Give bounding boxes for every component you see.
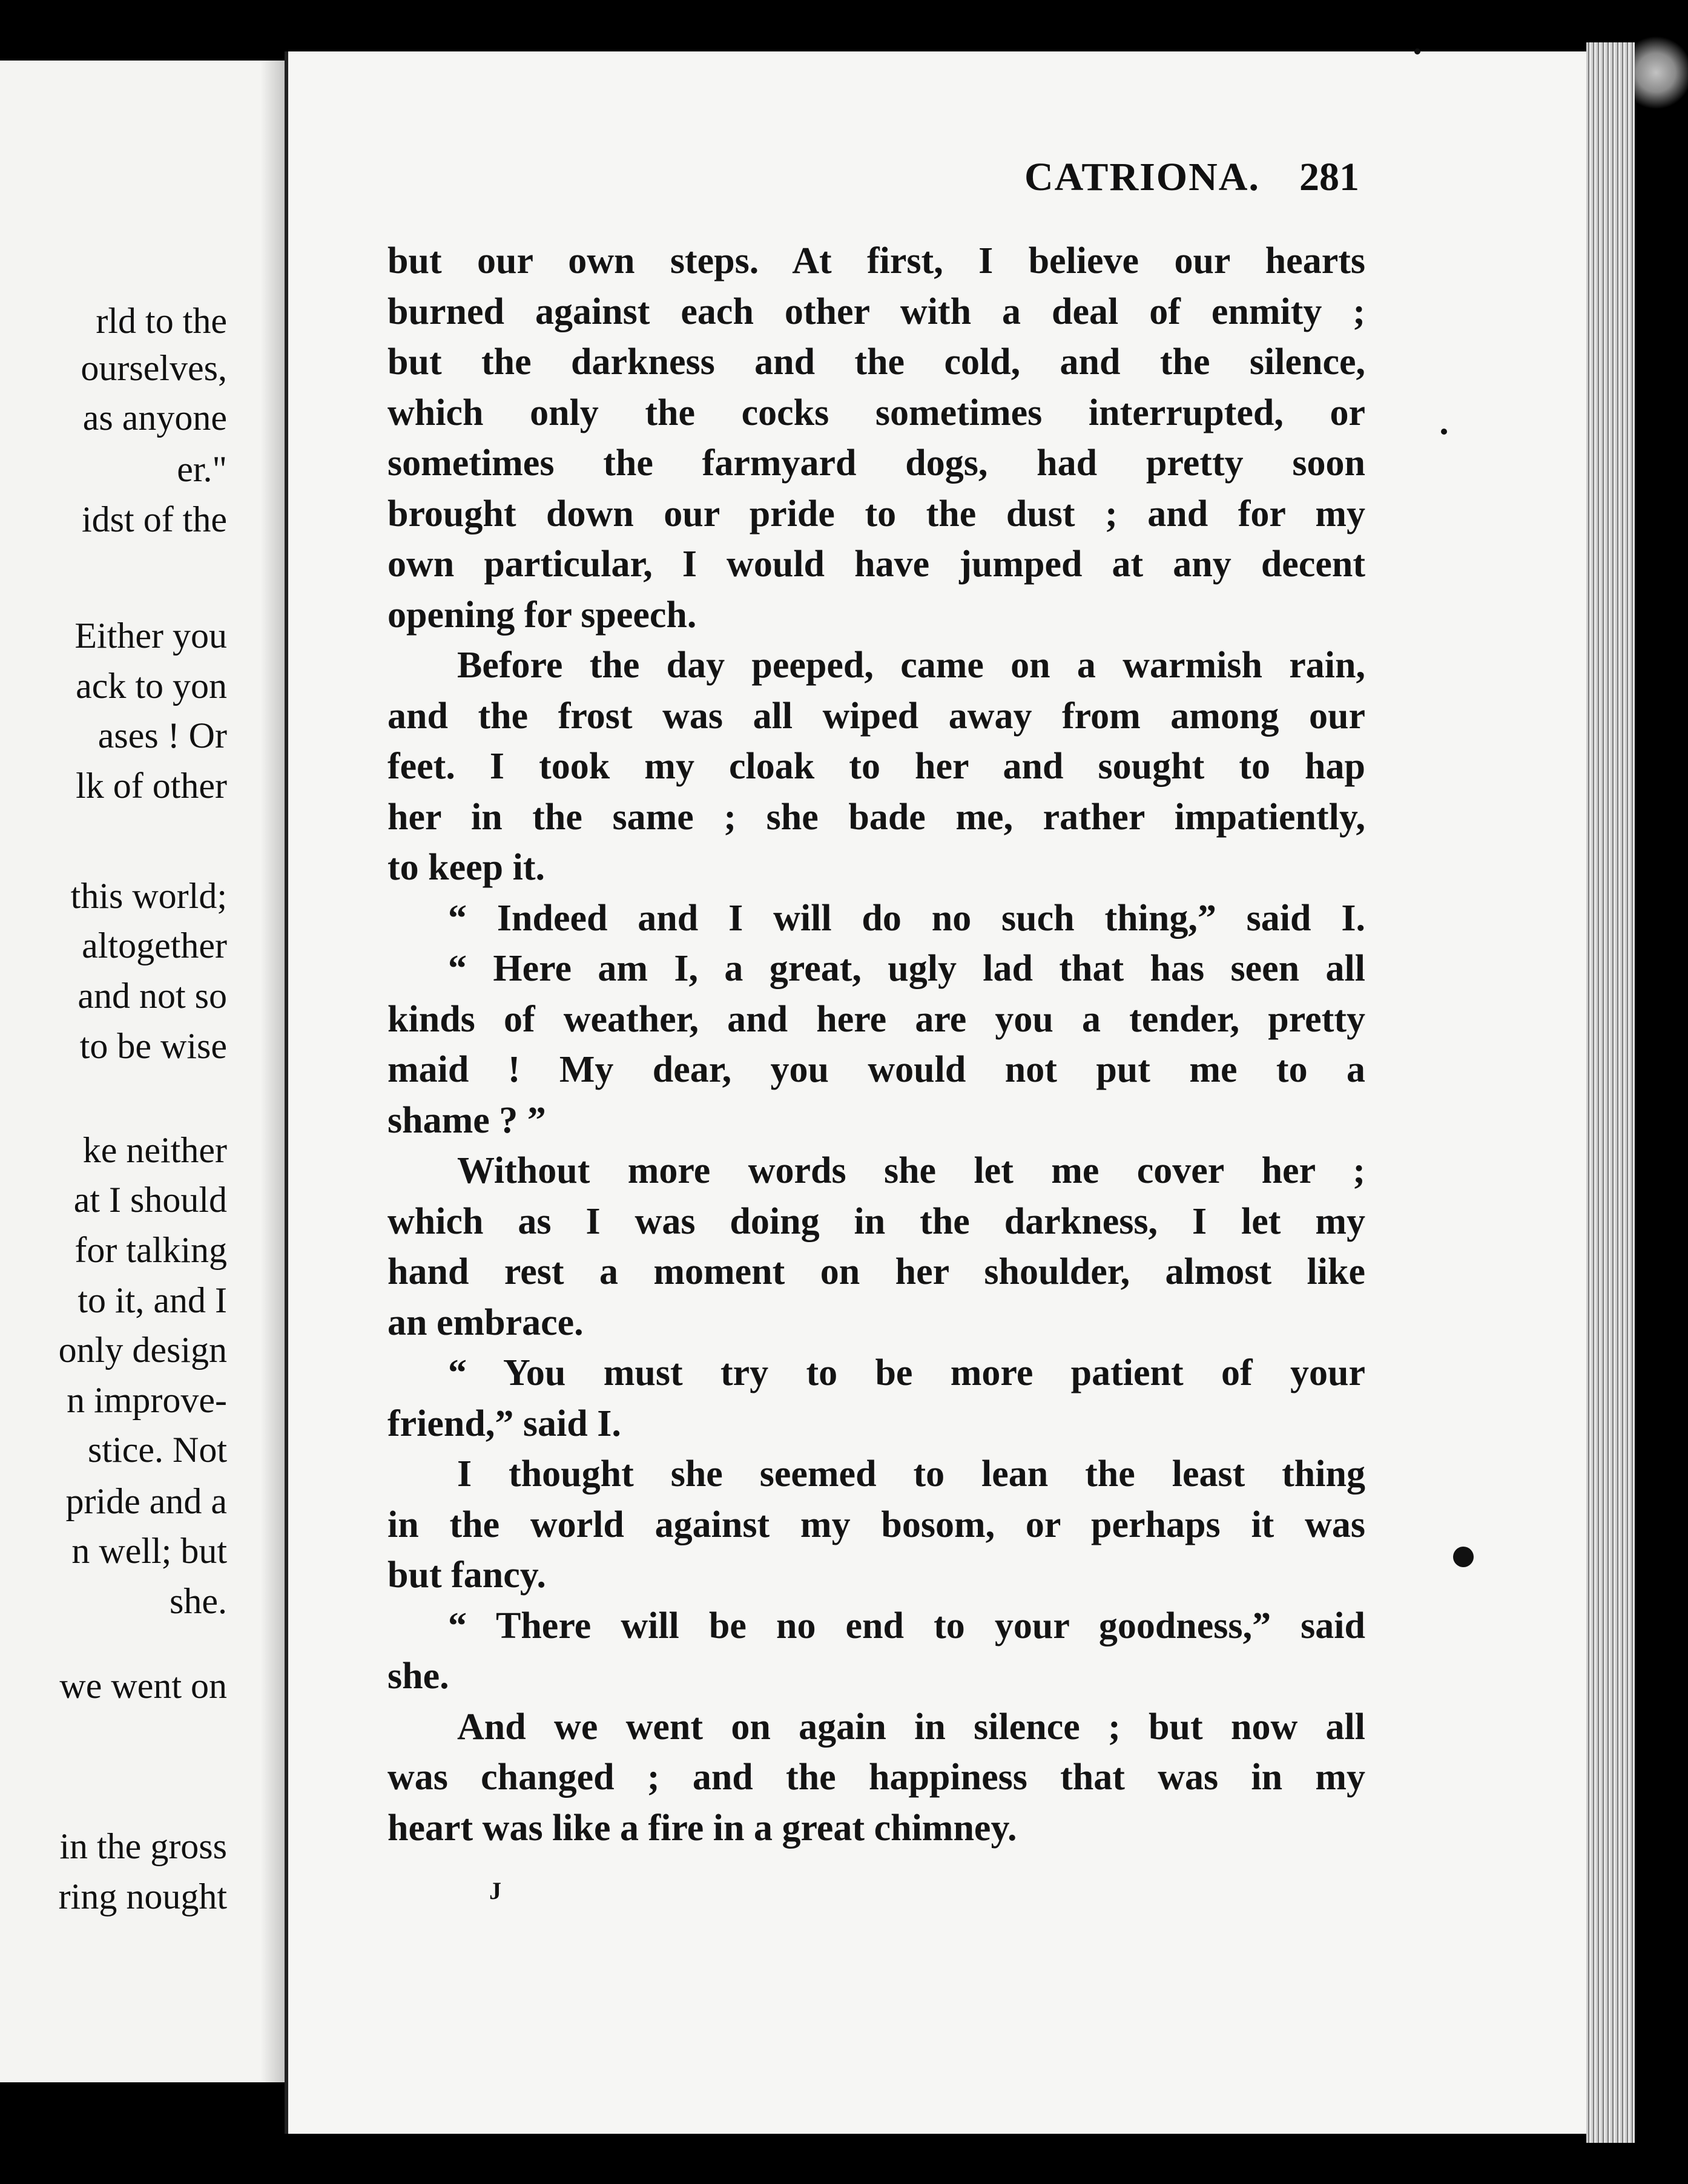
text-line: feet. I took my cloak to her and sought to hap [387,746,1365,787]
text-line: I thought she seemed to lean the least thing [457,1453,1365,1495]
text-line: to keep it. [387,847,546,888]
page-header [285,154,1598,203]
left-page-line: Either you [74,616,227,656]
left-page-line: we went on [59,1666,227,1706]
left-page-line: to it, and I [77,1280,227,1320]
left-page-line: in the gross [59,1826,227,1866]
text-line: was changed ; and the happiness that was in my [387,1757,1365,1798]
text-line: and the frost was all wiped away from among our [387,696,1365,737]
left-page-line: pride and a [65,1481,227,1521]
left-page-line: lk of other [76,766,227,806]
text-line: shame ? ” [387,1100,546,1141]
text-line: she. [387,1656,449,1697]
text-line: “ You must try to be more patient of your [448,1352,1365,1393]
page-edges [1586,42,1635,2143]
text-line: sometimes the farmyard dogs, had pretty soon [387,442,1365,484]
text-line: hand rest a moment on her shoulder, almost like [387,1251,1365,1292]
text-line: And we went on again in silence ; but now all [457,1706,1365,1748]
left-page-line: rld to the [96,301,227,341]
left-page-line: only design [58,1330,227,1370]
text-line: “ Here am I, a great, ugly lad that has seen all [448,948,1365,989]
left-page-line: and not so [77,976,227,1016]
text-line: but fancy. [387,1554,546,1596]
text-line: but the darkness and the cold, and the silence, [387,341,1365,383]
left-page-line: this world; [70,876,227,916]
left-page-line: n well; but [71,1531,227,1571]
left-page-line: ring nought [58,1876,227,1916]
text-line: which as I was doing in the darkness, I let my [387,1201,1365,1242]
text-line: Without more words she let me cover her ; [457,1150,1365,1191]
text-line: heart was like a fire in a great chimney. [387,1807,1017,1849]
ink-spot [1453,1547,1474,1567]
signature-mark: J [489,1877,501,1904]
text-line: which only the cocks sometimes interrupted, or [387,392,1365,433]
left-page-line: n improve- [67,1380,227,1420]
ink-speck [1414,48,1420,54]
left-page-line: ack to yon [76,666,227,706]
left-page-line: ke neither [82,1130,227,1170]
text-line: brought down our pride to the dust ; and for my [387,493,1365,534]
text-line: Before the day peeped, came on a warmish rain, [457,645,1365,686]
left-page-line: at I should [73,1180,227,1220]
text-line: her in the same ; she bade me, rather impatiently, [387,797,1365,838]
text-line: friend,” said I. [387,1403,621,1444]
left-page-line: ourselves, [81,348,227,388]
text-line: but our own steps. At first, I believe our hearts [387,240,1365,281]
text-line: kinds of weather, and here are you a tender, pretty [387,999,1365,1040]
left-page-line: as anyone [82,398,227,438]
left-page-line: altogether [82,926,227,965]
left-page-line: she. [170,1581,227,1621]
text-line: “ There will be no end to your goodness,” said [448,1605,1365,1646]
running-head: CATRIONA. [1024,155,1260,199]
ink-speck [1441,429,1447,435]
text-line: burned against each other with a deal of enmity ; [387,291,1365,332]
text-line: own particular, I would have jumped at any decent [387,544,1365,585]
left-page-line: to be wise [79,1026,227,1066]
left-page-line: for talking [74,1230,227,1270]
left-page-line: idst of the [82,499,227,539]
edge-speck [1635,36,1688,109]
text-line: in the world against my bosom, or perhaps it was [387,1504,1365,1545]
left-page-line: ases ! Or [97,715,227,755]
text-line: opening for speech. [387,594,697,636]
text-line: “ Indeed and I will do no such thing,” said I. [448,898,1365,939]
text-line: an embrace. [387,1302,584,1343]
left-page-line: stice. Not [88,1430,227,1470]
text-line: maid ! My dear, you would not put me to a [387,1049,1365,1090]
left-page-line: er." [177,449,227,489]
page-number: 281 [1299,155,1359,199]
